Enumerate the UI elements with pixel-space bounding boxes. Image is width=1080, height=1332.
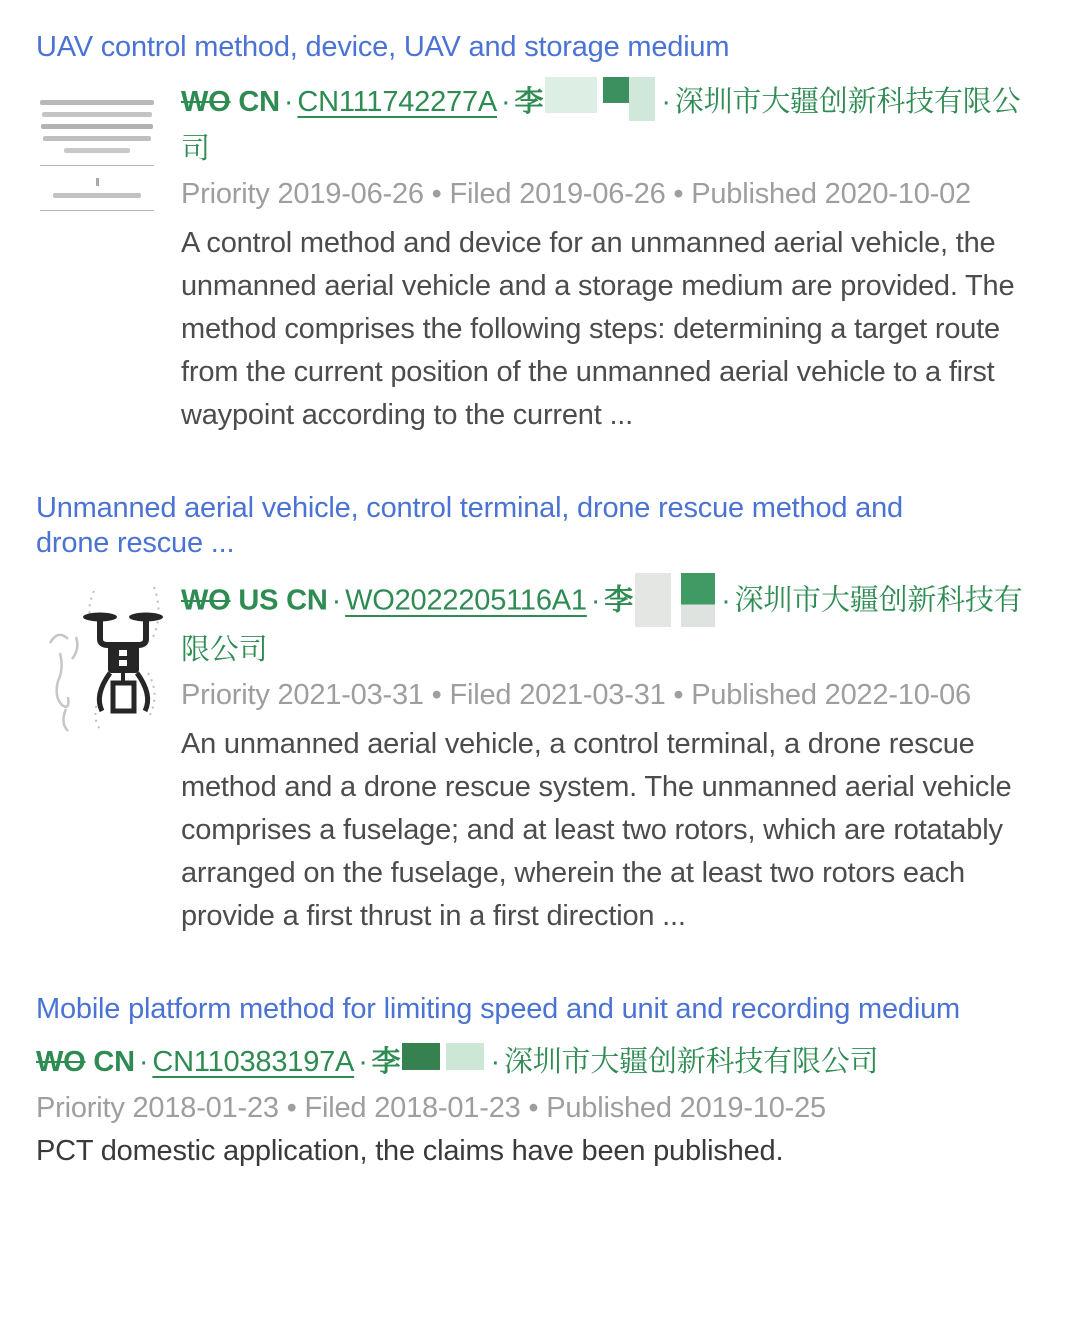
separator-dot: · <box>721 584 731 617</box>
inventor-name: 李 <box>604 584 634 617</box>
result-body <box>36 79 1040 437</box>
patent-title-link[interactable]: UAV control method, device, UAV and storage medium <box>36 31 730 63</box>
doc-divider <box>40 165 154 166</box>
doc-text-line <box>42 112 151 117</box>
result-body <box>36 575 1040 938</box>
status-code-inactive: WO <box>181 86 231 119</box>
doc-text-line <box>41 124 154 129</box>
patent-number-link[interactable]: WO2022205116A1 <box>345 584 587 617</box>
doc-text-line <box>64 148 130 153</box>
patent-document-thumbnail[interactable] <box>36 85 158 235</box>
faint-sketch <box>50 635 77 731</box>
doc-text-line <box>53 193 142 198</box>
patent-abstract: A control method and device for an unmanned aerial vehicle, the unmanned aerial vehicle and a storage medium are provided. The method comprises the following steps: determining a target route from the current position of the unmanned aerial vehicle to a first waypoint according to the current ... <box>181 227 1015 431</box>
patent-dates-line: Priority 2021-03-31 • Filed 2021-03-31 • Published 2022-10-06 <box>181 679 971 711</box>
patent-search-results <box>36 30 1040 1173</box>
separator-dot: · <box>358 1046 368 1078</box>
patent-title-link[interactable]: Unmanned aerial vehicle, control terminal, drone rescue method and drone rescue ... <box>36 492 903 559</box>
patent-meta-line <box>36 1041 1040 1085</box>
patent-abstract: An unmanned aerial vehicle, a control terminal, a drone rescue method and a drone rescue system. The unmanned aerial vehicle comprises a fuselage; and at least two rotors, which are rotatably arranged on the fuselage, wherein the at least two rotors each provide a first thrust in a first direction ... <box>181 728 1012 932</box>
patent-meta-line <box>181 575 1040 672</box>
status-code-inactive: WO <box>36 1046 86 1078</box>
result-text-column <box>181 79 1040 437</box>
patent-title-link[interactable]: Mobile platform method for limiting speed and unit and recording medium <box>36 993 960 1025</box>
result-body <box>36 1041 1040 1173</box>
drone-figure <box>83 613 163 712</box>
doc-text-line <box>40 100 154 105</box>
status-code-inactive: WO <box>181 584 231 617</box>
assignee-name: 深圳市大疆创新科技有限公司 <box>181 86 1021 165</box>
patent-dates-line: Priority 2018-01-23 • Filed 2018-01-23 • Published 2019-10-25 <box>36 1091 826 1124</box>
redacted-inventor-name <box>545 77 655 126</box>
result-text-column <box>181 575 1040 938</box>
inventor-name: 李 <box>514 86 544 119</box>
thumbnail-column <box>36 575 181 754</box>
status-code-active: CN <box>238 86 280 119</box>
inventor-name: 李 <box>371 1046 401 1078</box>
redacted-inventor-name <box>402 1040 484 1083</box>
status-code-active: CN <box>93 1046 135 1078</box>
separator-dot: · <box>283 86 294 119</box>
separator-dot: · <box>331 584 342 617</box>
thumbnail-column <box>36 79 181 235</box>
result-text-column <box>36 1041 1040 1173</box>
redacted-inventor-name <box>635 573 715 627</box>
patent-number-link[interactable]: CN110383197A <box>152 1046 355 1078</box>
assignee-name: 深圳市大疆创新科技有限公司 <box>181 584 1023 666</box>
separator-dot: · <box>590 584 601 617</box>
patent-result <box>36 491 1040 938</box>
patent-dates-line: Priority 2019-06-26 • Filed 2019-06-26 • Published 2020-10-02 <box>181 178 971 210</box>
assignee-name: 深圳市大疆创新科技有限公司 <box>503 1046 879 1078</box>
doc-divider <box>40 210 154 211</box>
patent-status-note: PCT domestic application, the claims have been published. <box>36 1134 784 1167</box>
patent-result <box>36 30 1040 437</box>
doc-text-line <box>43 136 150 141</box>
status-code-active: US CN <box>238 584 328 617</box>
doc-mark <box>96 178 99 186</box>
drone-figure-thumbnail[interactable] <box>36 581 168 749</box>
separator-dot: · <box>490 1046 500 1078</box>
separator-dot: · <box>138 1046 149 1078</box>
patent-meta-line <box>181 79 1040 171</box>
patent-result <box>36 992 1040 1173</box>
patent-number-link[interactable]: CN111742277A <box>297 86 498 119</box>
separator-dot: · <box>661 86 671 119</box>
separator-dot: · <box>501 86 511 119</box>
